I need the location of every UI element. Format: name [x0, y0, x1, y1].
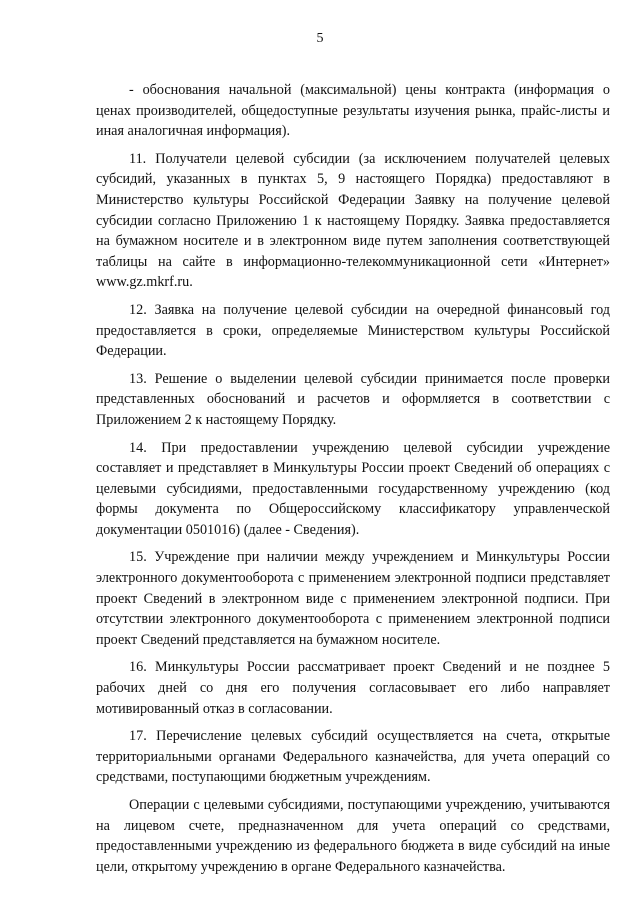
page-number: 5	[316, 31, 324, 46]
paragraph-price-justification: - обоснования начальной (максимальной) цены контракта (информация о ценах производителей, общедоступные результаты изучения рынка, прайс-листы и иная аналогичная информация).	[96, 82, 610, 140]
paragraph-15: 15. Учреждение при наличии между учреждением и Минкультуры России электронного документооборота с применением электронной подписи представляет проект Сведений в электронном виде с применением электронной подписи. При отсутствии электронного документооборота с применением электронной подписи проект Сведений представляется на бумажном носителе.	[96, 549, 610, 648]
paragraph-14: 14. При предоставлении учреждению целевой субсидии учреждение составляет и представляет в Минкультуры России проект Сведений об операциях с целевыми субсидиями, предоставленными государственному учреждению (код формы документа по Общероссийскому классификатору управленческой документации 0501016) (далее - Сведения).	[96, 439, 610, 538]
paragraph-13: 13. Решение о выделении целевой субсидии принимается после проверки представленных обоснований и расчетов и оформляется в соответствии с Приложением 2 к настоящему Порядку.	[96, 370, 610, 428]
paragraph-12: 12. Заявка на получение целевой субсидии на очередной финансовый год предоставляется в сроки, определяемые Министерством культуры Российской Федерации.	[96, 301, 610, 360]
document-body	[96, 80, 610, 884]
paragraph-11: 11. Получатели целевой субсидии (за исключением получателей целевых субсидий, указанных в пунктах 5, 9 настоящего Порядка) предоставляют в Министерство культуры Российской Федерации Заявку на получение целевой субсидии согласно Приложению 1 к настоящему Порядку. Заявка предоставляется на бумажном носителе и в электронном виде путем заполнения соответствующей таблицы на сайте в информационно-телекоммуникационной сети «Интернет» www.gz.mkrf.ru.	[96, 150, 610, 291]
paragraph-16: 16. Минкультуры России рассматривает проект Сведений и не позднее 5 рабочих дней со дня его получения согласовывает его либо направляет мотивированный отказ в согласовании.	[96, 659, 610, 717]
paragraph-17: 17. Перечисление целевых субсидий осуществляется на счета, открытые территориальными органами Федерального казначейства, для учета операций со средствами, поступающими бюджетным учреждениям.	[96, 728, 610, 786]
paragraph-operations: Операции с целевыми субсидиями, поступающими учреждению, учитываются на лицевом счете, предназначенном для учета операций со средствами, предоставленными учреждению из федерального бюджета в виде субсидий на иные цели, открытому учреждению в органе Федерального казначейства.	[96, 797, 610, 875]
